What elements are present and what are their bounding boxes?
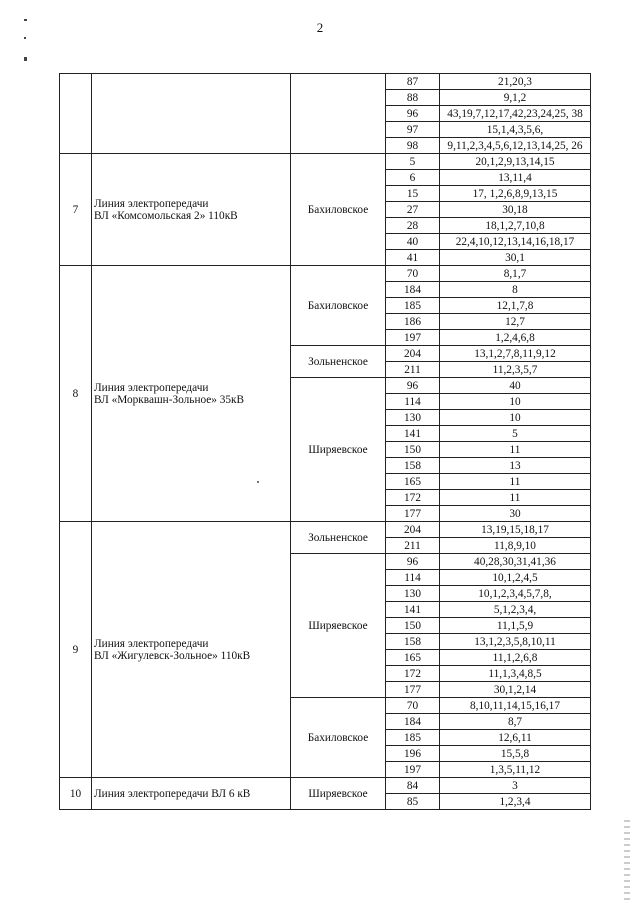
plot-numbers: 13,19,15,18,17	[440, 522, 591, 538]
row-number: 8	[60, 266, 92, 522]
quarter-number: 204	[386, 522, 440, 538]
plot-numbers: 11,8,9,10	[440, 538, 591, 554]
page-number: 2	[316, 20, 324, 35]
plot-numbers: 9,11,2,3,4,5,6,12,13,14,25, 26	[440, 138, 591, 154]
plot-numbers: 8,7	[440, 714, 591, 730]
quarter-number: 97	[386, 122, 440, 138]
line-name	[92, 74, 291, 154]
plot-numbers: 13,11,4	[440, 170, 591, 186]
row-number: 9	[60, 522, 92, 778]
plot-numbers: 8,1,7	[440, 266, 591, 282]
quarter-number: 177	[386, 682, 440, 698]
quarter-number: 96	[386, 106, 440, 122]
plot-numbers: 30,1,2,14	[440, 682, 591, 698]
quarter-number: 165	[386, 650, 440, 666]
quarter-number: 172	[386, 490, 440, 506]
plot-numbers: 11	[440, 442, 591, 458]
quarter-number: 197	[386, 330, 440, 346]
settlement-name: Бахиловское	[291, 266, 386, 346]
quarter-number: 141	[386, 426, 440, 442]
plot-numbers: 21,20,3	[440, 74, 591, 90]
settlement-name: Бахиловское	[291, 698, 386, 778]
plot-numbers: 5,1,2,3,4,	[440, 602, 591, 618]
plot-numbers: 11,1,2,6,8	[440, 650, 591, 666]
scan-artifact	[24, 19, 27, 21]
settlement-name: Бахиловское	[291, 154, 386, 266]
plot-numbers: 8,10,11,14,15,16,17	[440, 698, 591, 714]
plot-numbers: 5	[440, 426, 591, 442]
plot-numbers: 11,1,5,9	[440, 618, 591, 634]
line-name-text: Линия электропередачи ВЛ 6 кВ	[94, 787, 251, 800]
quarter-number: 96	[386, 554, 440, 570]
quarter-number: 98	[386, 138, 440, 154]
line-name-text: Линия электропередачи ВЛ «Морквашн-Зольное» 35кВ	[94, 381, 245, 406]
row-number: 10	[60, 778, 92, 810]
plot-numbers: 8	[440, 282, 591, 298]
settlement-name: Ширяевское	[291, 378, 386, 522]
plot-numbers: 30,1	[440, 250, 591, 266]
table-row	[60, 154, 591, 170]
quarter-number: 150	[386, 618, 440, 634]
quarter-number: 85	[386, 794, 440, 810]
plot-numbers: 9,1,2	[440, 90, 591, 106]
line-name	[92, 154, 291, 266]
line-name	[92, 778, 291, 810]
plot-numbers: 40	[440, 378, 591, 394]
quarter-number: 184	[386, 282, 440, 298]
plot-numbers: 12,1,7,8	[440, 298, 591, 314]
line-name	[92, 266, 291, 522]
line-name-text: Линия электропередачи ВЛ «Жигулевск-Зольное» 110кВ	[94, 637, 251, 662]
quarter-number: 40	[386, 234, 440, 250]
plot-numbers: 15,5,8	[440, 746, 591, 762]
plot-numbers: 12,6,11	[440, 730, 591, 746]
scan-artifact	[624, 820, 630, 900]
settlement-name: Зольненское	[291, 522, 386, 554]
row-number	[60, 74, 92, 154]
plot-numbers: 11,1,3,4,8,5	[440, 666, 591, 682]
quarter-number: 196	[386, 746, 440, 762]
plot-numbers: 30,18	[440, 202, 591, 218]
plot-numbers: 3	[440, 778, 591, 794]
plot-numbers: 40,28,30,31,41,36	[440, 554, 591, 570]
plot-numbers: 10,1,2,4,5	[440, 570, 591, 586]
quarter-number: 158	[386, 634, 440, 650]
quarter-number: 27	[386, 202, 440, 218]
quarter-number: 87	[386, 74, 440, 90]
line-name	[92, 522, 291, 778]
quarter-number: 211	[386, 538, 440, 554]
quarter-number: 185	[386, 298, 440, 314]
quarter-number: 177	[386, 506, 440, 522]
quarter-number: 70	[386, 266, 440, 282]
line-name-text: Линия электропередачи ВЛ «Комсомольская 2» 110кВ	[94, 197, 238, 222]
settlement-name: Ширяевское	[291, 778, 386, 810]
quarter-number: 186	[386, 314, 440, 330]
quarter-number: 184	[386, 714, 440, 730]
table-row	[60, 266, 591, 282]
quarter-number: 6	[386, 170, 440, 186]
scan-artifact	[24, 37, 26, 39]
plot-numbers: 22,4,10,12,13,14,16,18,17	[440, 234, 591, 250]
plot-numbers: 11,2,3,5,7	[440, 362, 591, 378]
quarter-number: 88	[386, 90, 440, 106]
table-row	[60, 74, 591, 90]
row-number: 7	[60, 154, 92, 266]
quarter-number: 130	[386, 410, 440, 426]
settlement-name	[291, 74, 386, 154]
quarter-number: 172	[386, 666, 440, 682]
quarter-number: 70	[386, 698, 440, 714]
quarter-number: 114	[386, 570, 440, 586]
plot-numbers: 15,1,4,3,5,6,	[440, 122, 591, 138]
power-lines-table	[59, 73, 591, 810]
quarter-number: 211	[386, 362, 440, 378]
quarter-number: 28	[386, 218, 440, 234]
quarter-number: 204	[386, 346, 440, 362]
quarter-number: 84	[386, 778, 440, 794]
plot-numbers: 13,1,2,3,5,8,10,11	[440, 634, 591, 650]
plot-numbers: 30	[440, 506, 591, 522]
quarter-number: 197	[386, 762, 440, 778]
plot-numbers: 11	[440, 490, 591, 506]
quarter-number: 158	[386, 458, 440, 474]
plot-numbers: 1,3,5,11,12	[440, 762, 591, 778]
quarter-number: 114	[386, 394, 440, 410]
quarter-number: 165	[386, 474, 440, 490]
plot-numbers: 13	[440, 458, 591, 474]
quarter-number: 5	[386, 154, 440, 170]
quarter-number: 96	[386, 378, 440, 394]
quarter-number: 41	[386, 250, 440, 266]
plot-numbers: 10	[440, 394, 591, 410]
table-row	[60, 522, 591, 538]
plot-numbers: 43,19,7,12,17,42,23,24,25, 38	[440, 106, 591, 122]
settlement-name: Ширяевское	[291, 554, 386, 698]
plot-numbers: 12,7	[440, 314, 591, 330]
plot-numbers: 13,1,2,7,8,11,9,12	[440, 346, 591, 362]
plot-numbers: 18,1,2,7,10,8	[440, 218, 591, 234]
plot-numbers: 17, 1,2,6,8,9,13,15	[440, 186, 591, 202]
plot-numbers: 10	[440, 410, 591, 426]
quarter-number: 141	[386, 602, 440, 618]
quarter-number: 130	[386, 586, 440, 602]
plot-numbers: 11	[440, 474, 591, 490]
table-row	[60, 778, 591, 794]
quarter-number: 15	[386, 186, 440, 202]
quarter-number: 150	[386, 442, 440, 458]
plot-numbers: 1,2,3,4	[440, 794, 591, 810]
plot-numbers: 1,2,4,6,8	[440, 330, 591, 346]
settlement-name: Зольненское	[291, 346, 386, 378]
plot-numbers: 20,1,2,9,13,14,15	[440, 154, 591, 170]
plot-numbers: 10,1,2,3,4,5,7,8,	[440, 586, 591, 602]
quarter-number: 185	[386, 730, 440, 746]
scan-artifact	[24, 57, 27, 61]
